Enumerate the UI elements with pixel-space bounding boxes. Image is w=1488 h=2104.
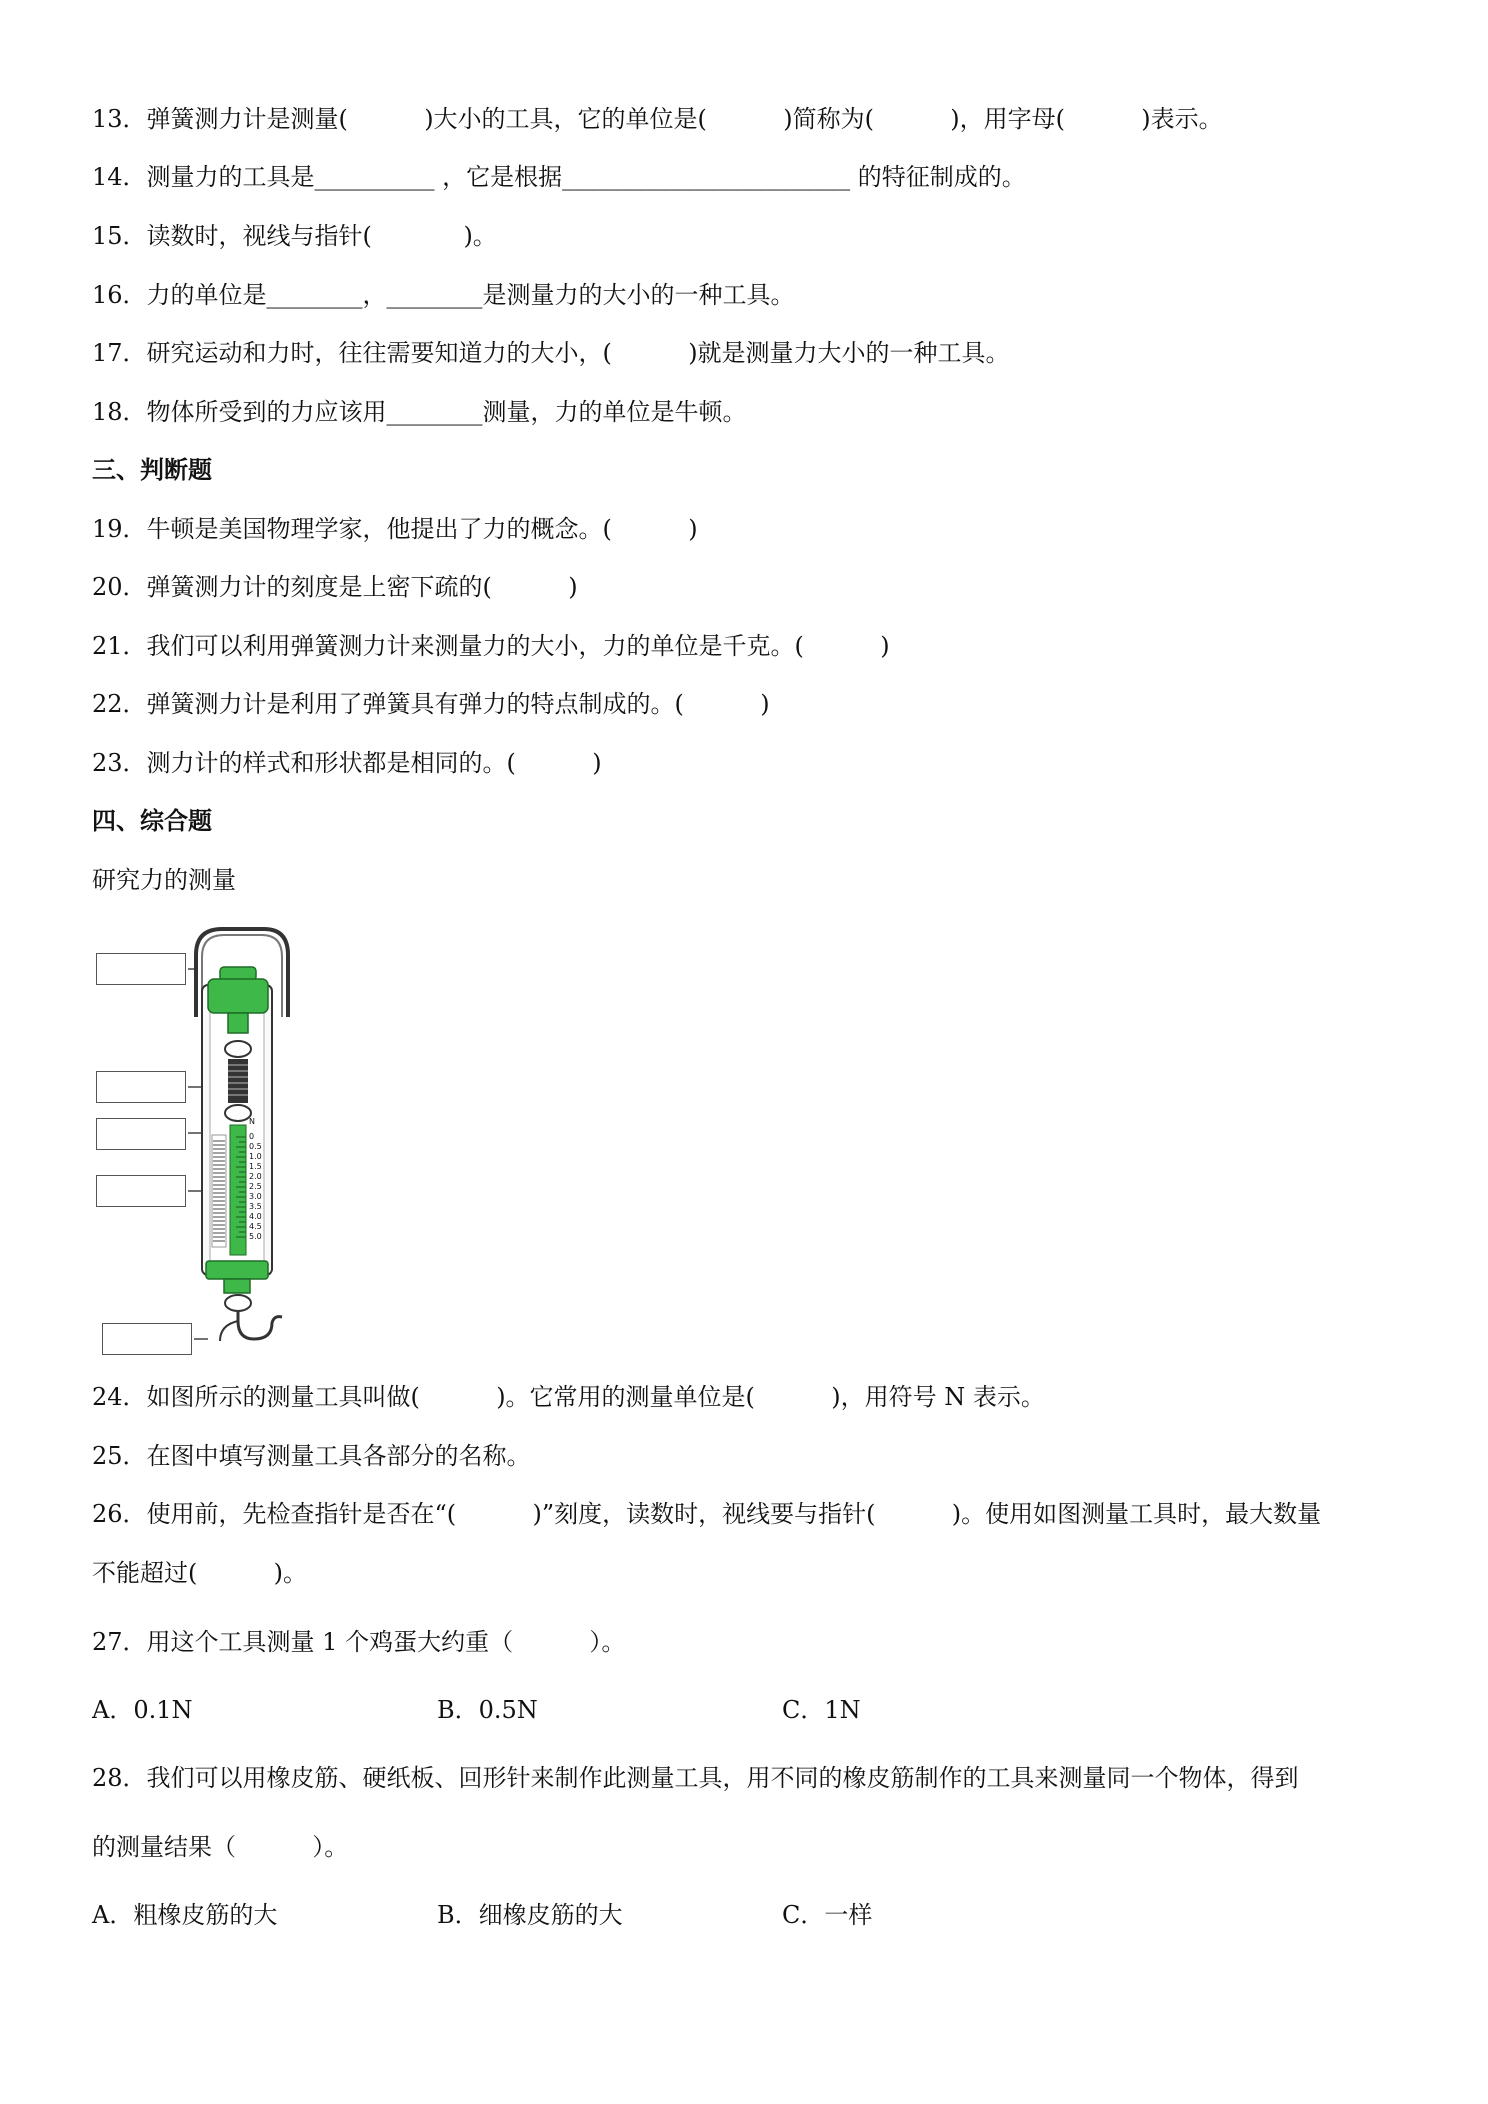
question-16: 16．力的单位是________，________是测量力的大小的一种工具。	[92, 281, 795, 309]
scale-unit-label: N	[249, 1117, 255, 1126]
question-13: 13．弹簧测力计是测量( )大小的工具，它的单位是( )简称为( )，用字母( )表示。	[92, 105, 1223, 133]
question-26-line2: 不能超过( )。	[92, 1559, 308, 1587]
question-15: 15．读数时，视线与指针( )。	[92, 222, 497, 250]
section-intro: 研究力的测量	[92, 866, 236, 894]
question-25: 25．在图中填写测量工具各部分的名称。	[92, 1442, 531, 1470]
section-title-judgement: 三、判断题	[92, 456, 212, 484]
option-b[interactable]: B．0.5N	[437, 1696, 538, 1724]
question-17: 17．研究运动和力时，往往需要知道力的大小，( )就是测量力大小的一种工具。	[92, 339, 1010, 367]
question-18: 18．物体所受到的力应该用________测量，力的单位是牛顿。	[92, 398, 747, 426]
question-28-line2: 的测量结果（ ）。	[92, 1833, 349, 1861]
scale-tick: 4.0	[249, 1212, 262, 1221]
option-a[interactable]: A．粗橡皮筋的大	[92, 1901, 278, 1929]
option-a[interactable]: A．0.1N	[92, 1696, 193, 1724]
spring-scale-figure	[92, 925, 292, 1365]
scale-tick: 1.5	[249, 1162, 262, 1171]
spring-scale-drawing	[92, 925, 292, 1365]
question-27: 27．用这个工具测量 1 个鸡蛋大约重（ ）。	[92, 1628, 626, 1656]
option-b[interactable]: B．细橡皮筋的大	[437, 1901, 623, 1929]
question-22: 22．弹簧测力计是利用了弹簧具有弹力的特点制成的。( )	[92, 690, 770, 718]
scale-tick: 3.0	[249, 1192, 262, 1201]
question-26-line1: 26．使用前，先检查指针是否在“( )”刻度，读数时，视线要与指针( )。使用如图测量工具时，最大数量	[92, 1500, 1322, 1528]
question-23: 23．测力计的样式和形状都是相同的。( )	[92, 749, 602, 777]
scale-tick: 1.0	[249, 1152, 262, 1161]
question-19: 19．牛顿是美国物理学家，他提出了力的概念。( )	[92, 515, 698, 543]
scale-tick: 2.0	[249, 1172, 262, 1181]
scale-tick: 2.5	[249, 1182, 262, 1191]
scale-tick: 3.5	[249, 1202, 262, 1211]
question-28-line1: 28．我们可以用橡皮筋、硬纸板、回形针来制作此测量工具，用不同的橡皮筋制作的工具来测量同一个物体，得到	[92, 1764, 1299, 1792]
scale-tick: 0	[249, 1132, 255, 1141]
question-14: 14．测量力的工具是__________ ，它是根据________________________ 的特征制成的。	[92, 163, 1026, 191]
option-c[interactable]: C．一样	[782, 1901, 873, 1929]
question-20: 20．弹簧测力计的刻度是上密下疏的( )	[92, 573, 578, 601]
scale-tick: 4.5	[249, 1222, 262, 1231]
option-c[interactable]: C．1N	[782, 1696, 861, 1724]
question-21: 21．我们可以利用弹簧测力计来测量力的大小，力的单位是千克。( )	[92, 632, 890, 660]
scale-tick-labels	[249, 1132, 262, 1241]
section-title-comprehensive: 四、综合题	[92, 807, 212, 835]
question-24: 24．如图所示的测量工具叫做( )。它常用的测量单位是( )，用符号 N 表示。	[92, 1383, 1045, 1411]
scale-tick: 0.5	[249, 1142, 262, 1151]
scale-tick: 5.0	[249, 1232, 262, 1241]
